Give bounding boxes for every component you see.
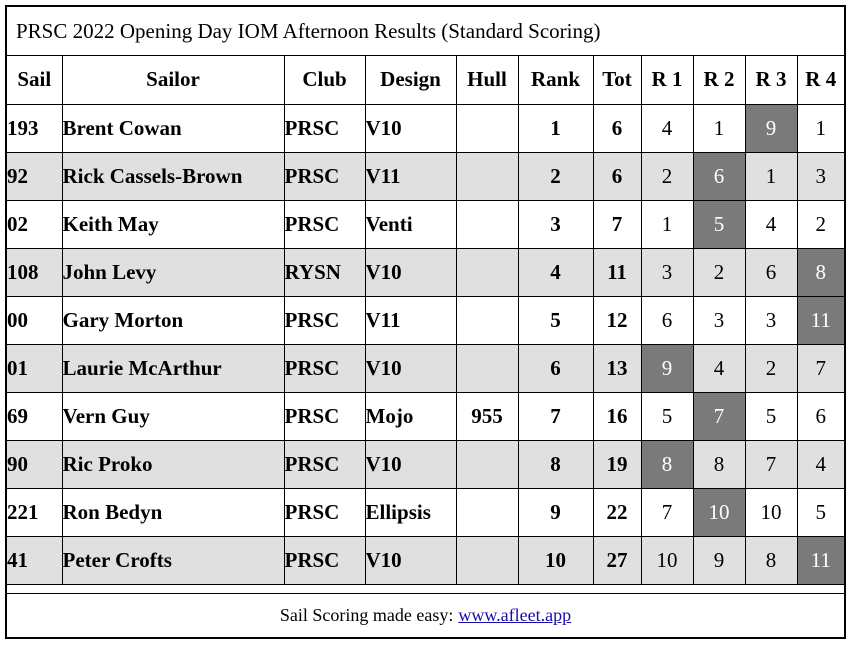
design-cell: V10 xyxy=(365,248,456,296)
race-3-cell: 9 xyxy=(745,104,797,152)
table-row xyxy=(7,248,844,296)
hull-cell xyxy=(456,536,518,584)
sailor-cell: Gary Morton xyxy=(62,296,284,344)
race-1-cell: 2 xyxy=(641,152,693,200)
table-row xyxy=(7,104,844,152)
col-header-r2: R 2 xyxy=(693,56,745,104)
total-cell: 7 xyxy=(593,200,641,248)
hull-cell xyxy=(456,200,518,248)
rank-cell: 8 xyxy=(518,440,593,488)
rank-cell: 1 xyxy=(518,104,593,152)
rank-cell: 9 xyxy=(518,488,593,536)
col-header-club: Club xyxy=(284,56,365,104)
hull-cell xyxy=(456,152,518,200)
col-header-design: Design xyxy=(365,56,456,104)
col-header-r1: R 1 xyxy=(641,56,693,104)
total-cell: 19 xyxy=(593,440,641,488)
race-3-cell: 4 xyxy=(745,200,797,248)
design-cell: V11 xyxy=(365,152,456,200)
race-1-cell: 6 xyxy=(641,296,693,344)
race-3-cell: 1 xyxy=(745,152,797,200)
race-1-cell: 1 xyxy=(641,200,693,248)
race-2-cell: 9 xyxy=(693,536,745,584)
sail-cell: 92 xyxy=(7,152,62,200)
race-2-cell: 2 xyxy=(693,248,745,296)
sailor-cell: Laurie McArthur xyxy=(62,344,284,392)
sailor-cell: Ron Bedyn xyxy=(62,488,284,536)
race-2-cell: 4 xyxy=(693,344,745,392)
total-cell: 27 xyxy=(593,536,641,584)
rank-cell: 7 xyxy=(518,392,593,440)
total-cell: 12 xyxy=(593,296,641,344)
sail-cell: 02 xyxy=(7,200,62,248)
club-cell: PRSC xyxy=(284,344,365,392)
race-3-cell: 5 xyxy=(745,392,797,440)
race-2-cell: 6 xyxy=(693,152,745,200)
race-4-cell: 6 xyxy=(797,392,844,440)
sailor-cell: Peter Crofts xyxy=(62,536,284,584)
club-cell: PRSC xyxy=(284,392,365,440)
race-1-cell: 7 xyxy=(641,488,693,536)
table-row xyxy=(7,536,844,584)
hull-cell: 955 xyxy=(456,392,518,440)
total-cell: 16 xyxy=(593,392,641,440)
design-cell: Mojo xyxy=(365,392,456,440)
club-cell: PRSC xyxy=(284,296,365,344)
footer-text: Sail Scoring made easy: xyxy=(279,605,454,625)
col-header-r4: R 4 xyxy=(797,56,844,104)
club-cell: PRSC xyxy=(284,152,365,200)
sailor-cell: Rick Cassels-Brown xyxy=(62,152,284,200)
hull-cell xyxy=(456,296,518,344)
total-cell: 6 xyxy=(593,152,641,200)
rank-cell: 3 xyxy=(518,200,593,248)
sailor-cell: Brent Cowan xyxy=(62,104,284,152)
results-table xyxy=(7,56,844,585)
col-header-hull: Hull xyxy=(456,56,518,104)
table-row xyxy=(7,152,844,200)
race-2-cell: 3 xyxy=(693,296,745,344)
sail-cell: 41 xyxy=(7,536,62,584)
club-cell: PRSC xyxy=(284,104,365,152)
footer xyxy=(7,593,844,637)
race-4-cell: 7 xyxy=(797,344,844,392)
race-4-cell: 11 xyxy=(797,296,844,344)
race-3-cell: 2 xyxy=(745,344,797,392)
sailor-cell: Ric Proko xyxy=(62,440,284,488)
sailor-cell: Vern Guy xyxy=(62,392,284,440)
design-cell: V10 xyxy=(365,104,456,152)
sail-cell: 108 xyxy=(7,248,62,296)
race-2-cell: 5 xyxy=(693,200,745,248)
rank-cell: 4 xyxy=(518,248,593,296)
club-cell: RYSN xyxy=(284,248,365,296)
design-cell: Venti xyxy=(365,200,456,248)
hull-cell xyxy=(456,488,518,536)
results-panel xyxy=(5,5,846,639)
sailor-cell: Keith May xyxy=(62,200,284,248)
table-row xyxy=(7,344,844,392)
race-4-cell: 8 xyxy=(797,248,844,296)
design-cell: V10 xyxy=(365,440,456,488)
race-3-cell: 3 xyxy=(745,296,797,344)
sail-cell: 221 xyxy=(7,488,62,536)
table-row xyxy=(7,296,844,344)
design-cell: V10 xyxy=(365,344,456,392)
rank-cell: 2 xyxy=(518,152,593,200)
race-2-cell: 8 xyxy=(693,440,745,488)
sail-cell: 193 xyxy=(7,104,62,152)
race-1-cell: 8 xyxy=(641,440,693,488)
sail-cell: 01 xyxy=(7,344,62,392)
total-cell: 11 xyxy=(593,248,641,296)
sail-cell: 00 xyxy=(7,296,62,344)
race-3-cell: 6 xyxy=(745,248,797,296)
col-header-tot: Tot xyxy=(593,56,641,104)
col-header-sailor: Sailor xyxy=(62,56,284,104)
race-2-cell: 10 xyxy=(693,488,745,536)
table-row xyxy=(7,392,844,440)
design-cell: V11 xyxy=(365,296,456,344)
race-4-cell: 5 xyxy=(797,488,844,536)
race-1-cell: 9 xyxy=(641,344,693,392)
race-4-cell: 1 xyxy=(797,104,844,152)
total-cell: 22 xyxy=(593,488,641,536)
race-1-cell: 10 xyxy=(641,536,693,584)
race-3-cell: 10 xyxy=(745,488,797,536)
hull-cell xyxy=(456,344,518,392)
race-1-cell: 5 xyxy=(641,392,693,440)
race-3-cell: 8 xyxy=(745,536,797,584)
hull-cell xyxy=(456,104,518,152)
race-4-cell: 11 xyxy=(797,536,844,584)
afleet-link[interactable]: www.afleet.app xyxy=(458,605,572,625)
total-cell: 13 xyxy=(593,344,641,392)
col-header-sail: Sail xyxy=(7,56,62,104)
hull-cell xyxy=(456,248,518,296)
total-cell: 6 xyxy=(593,104,641,152)
race-3-cell: 7 xyxy=(745,440,797,488)
rank-cell: 6 xyxy=(518,344,593,392)
race-1-cell: 4 xyxy=(641,104,693,152)
header-row xyxy=(7,56,844,104)
race-2-cell: 7 xyxy=(693,392,745,440)
table-row xyxy=(7,200,844,248)
col-header-r3: R 3 xyxy=(745,56,797,104)
sail-cell: 90 xyxy=(7,440,62,488)
rank-cell: 5 xyxy=(518,296,593,344)
sailor-cell: John Levy xyxy=(62,248,284,296)
page-title: PRSC 2022 Opening Day IOM Afternoon Results (Standard Scoring) xyxy=(7,7,844,56)
race-4-cell: 2 xyxy=(797,200,844,248)
race-2-cell: 1 xyxy=(693,104,745,152)
col-header-rank: Rank xyxy=(518,56,593,104)
club-cell: PRSC xyxy=(284,200,365,248)
hull-cell xyxy=(456,440,518,488)
race-1-cell: 3 xyxy=(641,248,693,296)
design-cell: V10 xyxy=(365,536,456,584)
table-row xyxy=(7,488,844,536)
rank-cell: 10 xyxy=(518,536,593,584)
race-4-cell: 3 xyxy=(797,152,844,200)
design-cell: Ellipsis xyxy=(365,488,456,536)
club-cell: PRSC xyxy=(284,536,365,584)
sail-cell: 69 xyxy=(7,392,62,440)
table-row xyxy=(7,440,844,488)
club-cell: PRSC xyxy=(284,440,365,488)
club-cell: PRSC xyxy=(284,488,365,536)
race-4-cell: 4 xyxy=(797,440,844,488)
